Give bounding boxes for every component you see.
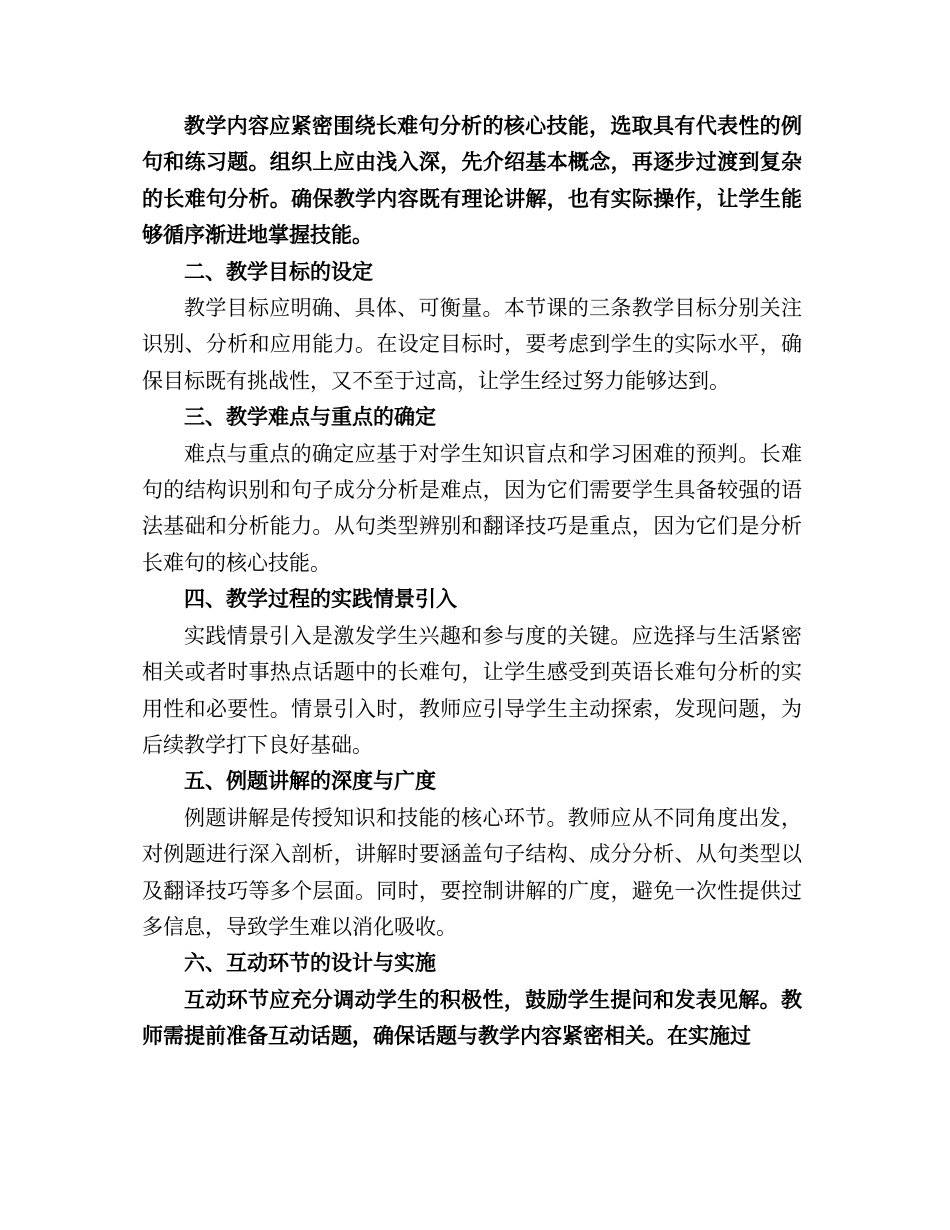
paragraph-teaching-objectives: 教学目标应明确、具体、可衡量。本节课的三条教学目标分别关注识别、分析和应用能力。在设定目标时，要考虑到学生的实际水平，确保目标既有挑战性，又不至于过高，让学生经过努力能够达到。	[142, 296, 802, 393]
heading-example-explanation: 五、例题讲解的深度与广度	[184, 768, 436, 794]
paragraph-example-explanation: 例题讲解是传授知识和技能的核心环节。教师应从不同角度出发，对例题进行深入剖析，讲解时要涵盖句子结构、成分分析、从句类型以及翻译技巧等多个层面。同时，要控制讲解的广度，避免一次性提供过多信息，导致学生难以消化吸收。	[142, 805, 802, 939]
heading-scenario-introduction: 四、教学过程的实践情景引入	[184, 586, 457, 612]
document-body	[142, 108, 802, 1055]
paragraph-interaction-design: 互动环节应充分调动学生的积极性，鼓励学生提问和发表见解。教师需提前准备互动话题，确保话题与教学内容紧密相关。在实施过	[142, 986, 802, 1049]
heading-interaction-design: 六、互动环节的设计与实施	[184, 950, 436, 976]
paragraph-scenario-introduction: 实践情景引入是激发学生兴趣和参与度的关键。应选择与生活紧密相关或者时事热点话题中的长难句，让学生感受到英语长难句分析的实用性和必要性。情景引入时，教师应引导学生主动探索，发现问题，为后续教学打下良好基础。	[142, 623, 802, 757]
heading-teaching-objectives: 二、教学目标的设定	[184, 258, 373, 284]
paragraph-teaching-content: 教学内容应紧密围绕长难句分析的核心技能，选取具有代表性的例句和练习题。组织上应由浅入深，先介绍基本概念，再逐步过渡到复杂的长难句分析。确保教学内容既有理论讲解，也有实际操作，让学生能够循序渐进地掌握技能。	[142, 113, 802, 248]
paragraph-difficulties-key-points: 难点与重点的确定应基于对学生知识盲点和学习困难的预判。长难句的结构识别和句子成分分析是难点，因为它们需要学生具备较强的语法基础和分析能力。从句类型辨别和翻译技巧是重点，因为它们是分析长难句的核心技能。	[142, 441, 802, 575]
heading-difficulties-key-points: 三、教学难点与重点的确定	[184, 404, 436, 430]
